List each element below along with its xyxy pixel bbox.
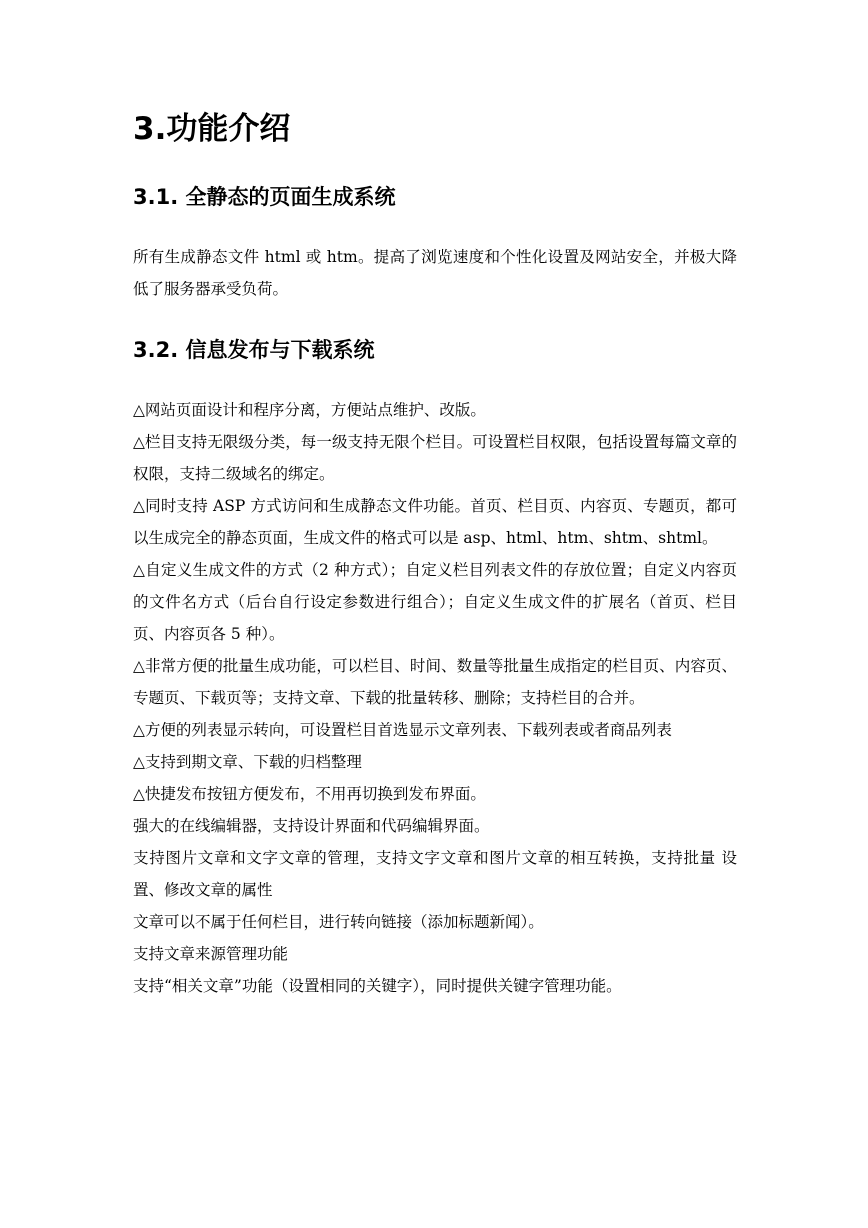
section-heading-static-pages: 3.1. 全静态的页面生成系统 bbox=[133, 185, 396, 209]
feature-item: 支持“相关文章”功能（设置相同的关键字），同时提供关键字管理功能。 bbox=[133, 977, 622, 995]
feature-item: △栏目支持无限级分类，每一级支持无限个栏目。可设置栏目权限，包括设置每篇文章的权限，支持二级域名的绑定。 bbox=[133, 433, 737, 483]
feature-item: 强大的在线编辑器，支持设计界面和代码编辑界面。 bbox=[133, 817, 490, 835]
feature-item: △网站页面设计和程序分离，方便站点维护、改版。 bbox=[133, 401, 486, 419]
feature-item: 支持文章来源管理功能 bbox=[133, 945, 289, 963]
feature-item: △方便的列表显示转向，可设置栏目首选显示文章列表、下载列表或者商品列表 bbox=[133, 721, 672, 739]
feature-item: 支持图片文章和文字文章的管理，支持文字文章和图片文章的相互转换，支持批量 设置、修改文章的属性 bbox=[133, 849, 737, 899]
feature-item: △非常方便的批量生成功能，可以栏目、时间、数量等批量生成指定的栏目页、内容页、专题页、下载页等；支持文章、下载的批量转移、删除；支持栏目的合并。 bbox=[133, 657, 737, 707]
feature-item: △支持到期文章、下载的归档整理 bbox=[133, 753, 362, 771]
feature-item: 文章可以不属于任何栏目，进行转向链接（添加标题新闻）。 bbox=[133, 913, 544, 931]
section-paragraph-static-pages: 所有生成静态文件 html 或 htm。提高了浏览速度和个性化设置及网站安全，并极大降低了服务器承受负荷。 bbox=[133, 248, 737, 298]
section-heading-publishing: 3.2. 信息发布与下载系统 bbox=[133, 338, 375, 362]
main-heading: 3.功能介绍 bbox=[133, 111, 291, 147]
feature-list bbox=[133, 394, 737, 1002]
feature-item: △快捷发布按钮方便发布，不用再切换到发布界面。 bbox=[133, 785, 486, 803]
feature-item: △自定义生成文件的方式（2 种方式）；自定义栏目列表文件的存放位置；自定义内容页的文件名方式（后台自行设定参数进行组合）；自定义生成文件的扩展名（首页、栏目页、内容页各 5 种）。 bbox=[133, 561, 737, 643]
feature-item: △同时支持 ASP 方式访问和生成静态文件功能。首页、栏目页、内容页、专题页，都可以生成完全的静态页面，生成文件的格式可以是 asp、html、htm、shtm、shtml。 bbox=[133, 497, 737, 547]
